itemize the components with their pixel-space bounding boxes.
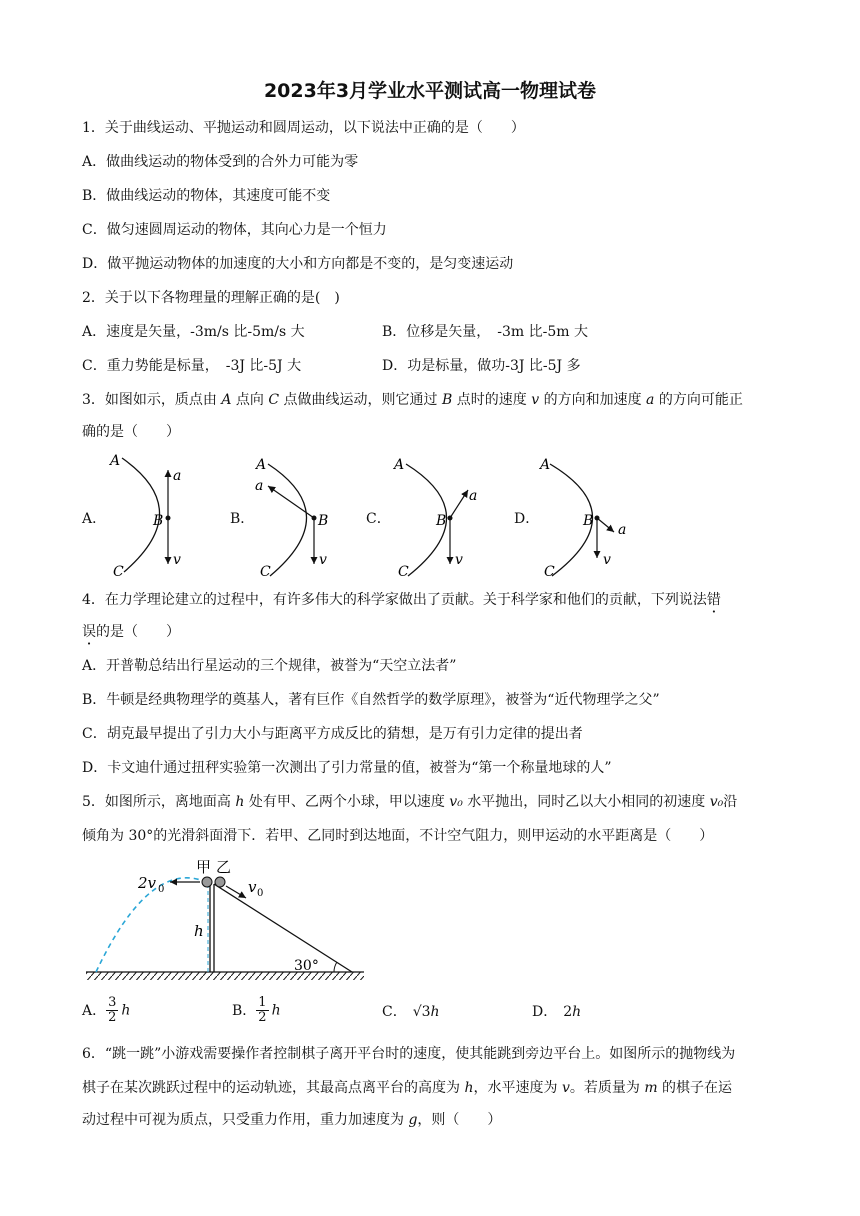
q1-option-d: D．做平抛运动物体的加速度的大小和方向都是不变的，是匀变速运动: [82, 256, 514, 272]
svg-text:乙: 乙: [216, 858, 232, 876]
svg-text:2v: 2v: [138, 874, 157, 892]
svg-text:v: v: [455, 552, 463, 568]
svg-text:A: A: [394, 457, 405, 473]
q4-option-b: B．牛顿是经典物理学的奠基人，著有巨作《自然哲学的数学原理》，被誉为“近代物理学之父”: [82, 692, 660, 708]
svg-text:a: a: [173, 468, 182, 484]
svg-text:30°: 30°: [294, 958, 319, 974]
page-title: 2023年3月学业水平测试高一物理试卷: [263, 80, 597, 102]
q1-option-b: B．做曲线运动的物体，其速度可能不变: [82, 188, 331, 204]
svg-text:A: A: [110, 453, 121, 469]
svg-text:B: B: [318, 513, 329, 529]
svg-text:0: 0: [257, 888, 264, 899]
q4-option-d: D．卡文迪什通过扭秤实验第一次测出了引力常量的值，被誉为“第一个称量地球的人”: [82, 760, 612, 776]
q3-stem-line2: 确的是（ ）: [82, 424, 180, 440]
svg-text:A: A: [540, 457, 551, 473]
q3-fig-c: [392, 457, 477, 580]
q5-option-b: B． $\frac{1}{2}$ h: [232, 995, 281, 1025]
q3-fig-b: [254, 457, 328, 580]
q5-figure: [0, 848, 860, 988]
svg-text:C: C: [398, 564, 409, 580]
q3-option-d-label: D．: [514, 511, 540, 527]
q1-stem: 1．关于曲线运动、平抛运动和圆周运动，以下说法中正确的是（ ）: [82, 120, 525, 136]
svg-text:a: a: [469, 488, 478, 504]
svg-text:v: v: [603, 552, 611, 568]
ball-yi: [215, 877, 225, 887]
svg-text:A: A: [256, 457, 267, 473]
q5-option-a: A． $\frac{3}{2}$ h: [82, 995, 131, 1025]
q3-figure: [0, 446, 860, 586]
q3-option-b-label: B．: [230, 511, 255, 527]
svg-text:B: B: [153, 513, 164, 529]
ball-jia: [202, 877, 212, 887]
q5-stem-line2: 倾角为 30°的光滑斜面滑下．若甲、乙同时到达地面，不计空气阻力，则甲运动的水平距离是（ ）: [82, 828, 714, 844]
q3-fig-a: [108, 453, 181, 580]
svg-text:B: B: [583, 513, 594, 529]
q4-stem-line1: 4．在力学理论建立的过程中，有许多伟大的科学家做出了贡献。关于科学家和他们的贡献，下列说法错: [82, 592, 721, 608]
q3-stem-line1: 3．如图如示，质点由 A 点向 C 点做曲线运动，则它通过 B 点时的速度 v 的方向和加速度 a 的方向可能正: [82, 392, 743, 408]
q1-option-c: C．做匀速圆周运动的物体，其向心力是一个恒力: [82, 222, 387, 238]
q6-stem-line2: 棋子在某次跳跃过程中的运动轨迹，其最高点离平台的高度为 h，水平速度为 v。若质量为 m 的棋子在运: [82, 1080, 733, 1096]
q6-stem-line3: 动过程中可视为质点，只受重力作用，重力加速度为 g，则（ ）: [82, 1112, 502, 1128]
q1-option-a: A．做曲线运动的物体受到的合外力可能为零: [82, 154, 359, 170]
q4-option-a: A．开普勒总结出行星运动的三个规律，被誉为“天空立法者”: [82, 658, 457, 674]
svg-text:v: v: [319, 552, 327, 568]
svg-text:0: 0: [158, 884, 165, 895]
q2-option-a: A．速度是矢量，-3m/s 比-5m/s 大: [82, 324, 305, 340]
q5-option-c: C． √3h: [382, 1004, 440, 1020]
q4-stem-line2: 误的是（ ）: [82, 624, 180, 640]
q3-fig-d: [538, 457, 626, 580]
q2-option-b: B．位移是矢量， -3m 比-5m 大: [382, 324, 589, 340]
svg-text:C: C: [113, 564, 124, 580]
q2-stem: 2．关于以下各物理量的理解正确的是( ): [82, 290, 340, 306]
svg-text:v: v: [248, 878, 257, 896]
svg-text:B: B: [436, 513, 447, 529]
svg-text:a: a: [255, 478, 264, 494]
q3-option-a-label: A．: [82, 511, 107, 527]
svg-text:h: h: [194, 922, 204, 940]
svg-text:甲: 甲: [196, 858, 212, 876]
q4-option-c: C．胡克最早提出了引力大小与距离平方成反比的猜想，是万有引力定律的提出者: [82, 726, 583, 742]
q5-option-d: D． 2h: [532, 1004, 582, 1020]
q2-option-c: C．重力势能是标量， -3J 比-5J 大: [82, 358, 302, 374]
q3-option-c-label: C．: [366, 511, 391, 527]
svg-text:C: C: [544, 564, 555, 580]
q2-option-d: D．功是标量，做功-3J 比-5J 多: [382, 358, 581, 374]
svg-text:a: a: [618, 522, 627, 538]
q5-stem-line1: 5．如图所示，离地面高 h 处有甲、乙两个小球，甲以速度 v₀ 水平抛出，同时乙以大小相同的初速度 v₀沿: [82, 794, 738, 810]
svg-text:C: C: [260, 564, 271, 580]
svg-text:v: v: [173, 552, 181, 568]
q6-stem-line1: 6．“跳一跳”小游戏需要操作者控制棋子离开平台时的速度，使其能跳到旁边平台上。如图所示的抛物线为: [82, 1046, 736, 1062]
